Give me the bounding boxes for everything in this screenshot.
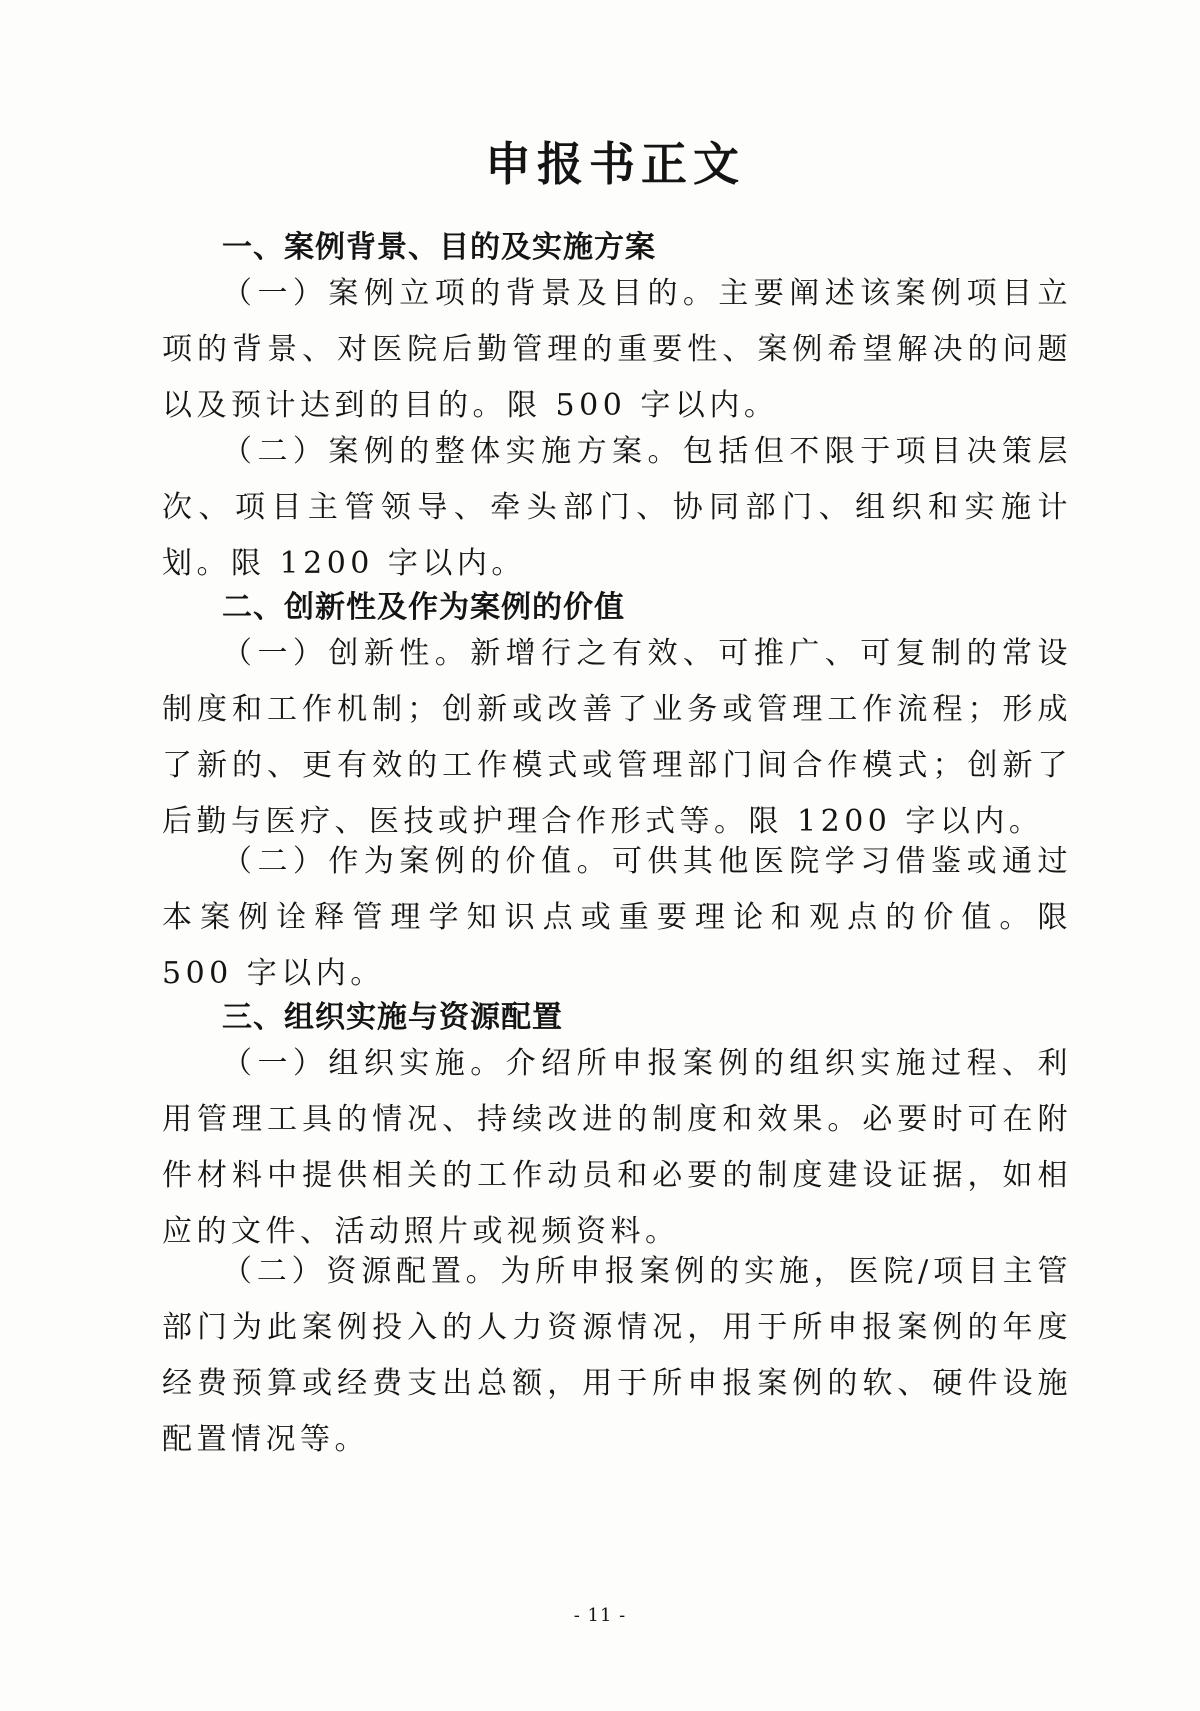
paragraph: （一）创新性。新增行之有效、可推广、可复制的常设制度和工作机制；创新或改善了业务或管理工作流程；形成了新的、更有效的工作模式或管理部门间合作模式；创新了后勤与医疗、医技或护理合作形式等。限 1200 字以内。 xyxy=(162,636,1072,839)
section-2-heading-block xyxy=(162,582,1072,626)
section-3-paragraph-1 xyxy=(162,1036,1072,1260)
section-1-paragraph-2 xyxy=(162,424,1072,592)
section-3-paragraph-2 xyxy=(162,1244,1072,1468)
paragraph: （一）组织实施。介绍所申报案例的组织实施过程、利用管理工具的情况、持续改进的制度和效果。必要时可在附件材料中提供相关的工作动员和必要的制度建设证据，如相应的文件、活动照片或视频资料。 xyxy=(162,1046,1072,1249)
section-3-heading-block xyxy=(162,992,1072,1036)
page-number: - 11 - xyxy=(573,1605,627,1626)
section-heading: 一、案例背景、目的及实施方案 xyxy=(222,230,656,265)
section-2-paragraph-1 xyxy=(162,626,1072,850)
paragraph: （一）案例立项的背景及目的。主要阐述该案例项目立项的背景、对医院后勤管理的重要性、案例希望解决的问题以及预计达到的目的。限 500 字以内。 xyxy=(162,276,1072,423)
section-1-heading-block xyxy=(162,222,1072,266)
document-title: 申报书正文 xyxy=(485,137,745,191)
section-heading: 三、组织实施与资源配置 xyxy=(222,1000,563,1035)
paragraph: （二）作为案例的价值。可供其他医院学习借鉴或通过本案例诠释管理学知识点或重要理论和观点的价值。限 500 字以内。 xyxy=(162,844,1072,991)
paragraph: （二）案例的整体实施方案。包括但不限于项目决策层次、项目主管领导、牵头部门、协同部门、组织和实施计划。限 1200 字以内。 xyxy=(162,434,1072,581)
section-heading: 二、创新性及作为案例的价值 xyxy=(222,590,625,625)
section-1-paragraph-1 xyxy=(162,266,1072,434)
section-2-paragraph-2 xyxy=(162,834,1072,1002)
paragraph: （二）资源配置。为所申报案例的实施，医院/项目主管部门为此案例投入的人力资源情况，用于所申报案例的年度经费预算或经费支出总额，用于所申报案例的软、硬件设施配置情况等。 xyxy=(162,1254,1072,1457)
